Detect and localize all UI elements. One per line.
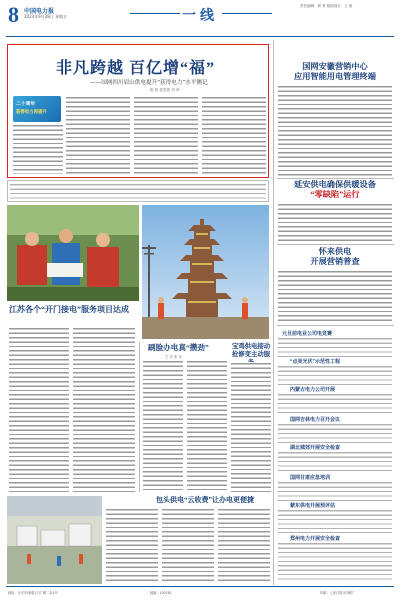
badge-line2: 获得电力再提升 bbox=[16, 110, 47, 115]
bottom-text-col3 bbox=[218, 508, 270, 584]
feature-text-col1 bbox=[13, 124, 63, 174]
left-text-col1 bbox=[9, 327, 69, 492]
bottom-text-col2 bbox=[162, 508, 214, 584]
feature-text-col4 bbox=[202, 96, 266, 174]
bottom-headline: 包头供电“云收费”让办电更便捷 bbox=[156, 496, 254, 504]
section-line-left bbox=[130, 13, 180, 14]
footer-middle: 邮编：100761 bbox=[150, 591, 172, 595]
right-brief-6: 国网甘肃应急培训 bbox=[290, 475, 331, 481]
right-text-2 bbox=[278, 203, 392, 241]
photo-workers bbox=[7, 205, 139, 301]
right-brief-text-8 bbox=[278, 542, 392, 582]
right-brief-text-7 bbox=[278, 509, 392, 533]
right-brief-text-4 bbox=[278, 423, 392, 443]
right-text-1 bbox=[278, 85, 392, 177]
right-rule-2 bbox=[277, 244, 394, 245]
mid-byline-1: 王 芳 张 东 bbox=[165, 355, 182, 359]
right-brief-1: 元旦前电业公司电竞赛 bbox=[282, 331, 333, 337]
feature-headline: 非凡跨越 百亿增“福” bbox=[56, 60, 216, 77]
bottom-text-col1 bbox=[106, 508, 158, 584]
masthead-rule bbox=[6, 36, 394, 37]
left-headline: 江苏各个“开门接电”服务项目达成 bbox=[9, 305, 129, 314]
right-brief-8: 郑州电力开展安全检查 bbox=[290, 536, 341, 542]
right-brief-5: 湖北城郊开展安全检查 bbox=[290, 445, 341, 451]
right-brief-4: 国网吉林电力召开会议 bbox=[290, 417, 341, 423]
editors-credit: 责任编辑：杨 青 版面设计：王 艳 bbox=[300, 4, 353, 8]
masthead bbox=[0, 0, 400, 42]
badge-line1: 二十周年 bbox=[16, 102, 36, 107]
mid-divider bbox=[139, 342, 140, 492]
right-headline-1: 国网安徽营销中心 bbox=[302, 62, 368, 71]
right-headline-2: 延安供电确保供暖设备 bbox=[294, 180, 376, 189]
footer-rule bbox=[6, 586, 394, 587]
paper-date: 2023年9月28日 星期五 bbox=[24, 14, 68, 19]
section-line-right bbox=[222, 13, 272, 14]
paper-name: 中国电力报 bbox=[24, 8, 55, 15]
photo-pagoda bbox=[142, 205, 269, 339]
photo-construction bbox=[7, 496, 102, 584]
right-headline-3b: 开展营销普查 bbox=[310, 257, 360, 266]
right-brief-text-3 bbox=[278, 393, 392, 415]
right-rule-3 bbox=[277, 325, 394, 326]
footer-left: 地址：北京市西城区白广路二条1号 bbox=[8, 591, 58, 595]
footer-right: 印刷：人民日报社印刷厂 bbox=[320, 591, 356, 595]
mid-text-col1 bbox=[143, 360, 183, 492]
right-headline-3: 怀来供电 bbox=[318, 247, 352, 256]
feature-byline: 陈 波 张思思 刘 琦 bbox=[150, 88, 180, 92]
right-brief-3: 内蒙古电力公司开展 bbox=[290, 387, 336, 393]
feature-text-col3 bbox=[134, 96, 198, 174]
feature-subhead: ——国网四川眉山供电提升“获得电力”水平侧记 bbox=[90, 80, 208, 86]
photo-caption-text bbox=[10, 183, 266, 199]
right-brief-text-5 bbox=[278, 451, 392, 473]
right-headline-2b: “零缺陷”运行 bbox=[310, 190, 360, 199]
right-headline-1b: 应用智能用电管理终端 bbox=[294, 72, 376, 81]
right-brief-text-1 bbox=[278, 337, 392, 357]
page-number: 8 bbox=[8, 2, 19, 27]
mid-text-col2 bbox=[187, 360, 227, 492]
left-text-col2 bbox=[73, 327, 135, 492]
mid-text-col3 bbox=[231, 362, 271, 492]
right-brief-text-2 bbox=[278, 365, 392, 385]
mid-headline-2: 宝鸡供电接动抢修变主动服 bbox=[231, 343, 271, 358]
right-brief-2: “点亮光伏”示范性工程 bbox=[290, 359, 341, 365]
right-brief-text-6 bbox=[278, 481, 392, 501]
mid-headline-1: 刷脸办电真“攒劲” bbox=[148, 343, 209, 352]
right-rule-1 bbox=[277, 178, 394, 179]
section-title: 一线 bbox=[182, 8, 218, 24]
right-column-divider bbox=[273, 40, 274, 585]
right-brief-7: 蒙东供电开展预评估 bbox=[290, 503, 336, 509]
feature-text-col2 bbox=[66, 96, 130, 174]
right-text-3 bbox=[278, 270, 392, 322]
